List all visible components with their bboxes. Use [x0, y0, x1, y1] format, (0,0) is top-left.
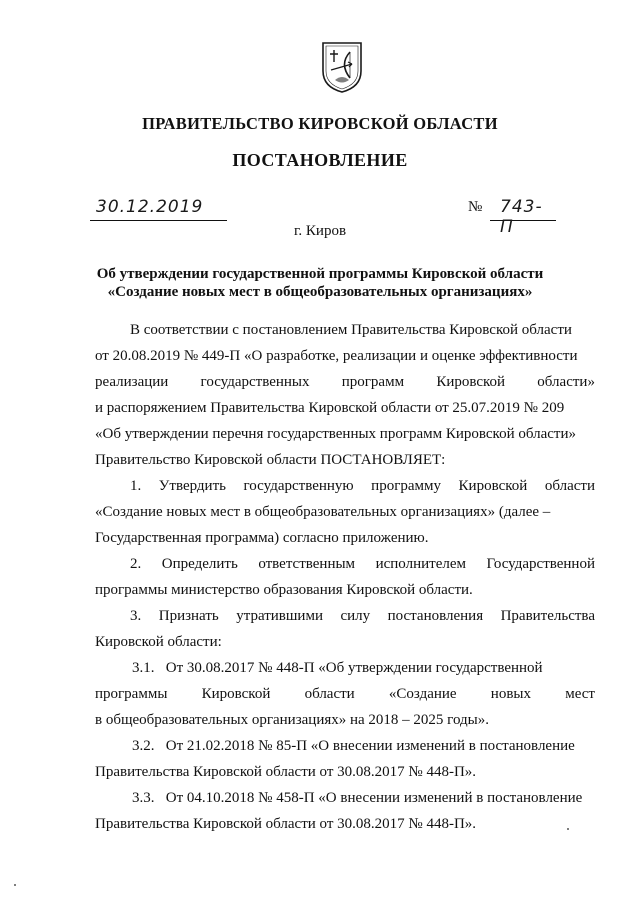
word: области»	[537, 374, 595, 390]
document-date: 30.12.2019	[96, 197, 204, 217]
preamble-line: и распоряжением Правительства Кировской области от 25.07.2019 № 209	[95, 400, 565, 416]
scan-speck	[14, 884, 16, 886]
word: 2.	[130, 556, 142, 572]
word: исполнителем	[375, 556, 466, 572]
word: программы	[95, 686, 168, 702]
item-3-1-line	[95, 686, 595, 703]
city-line: г. Киров	[293, 223, 347, 239]
preamble-line: от 20.08.2019 № 449-П «О разработке, реализации и оценке эффективности	[95, 348, 578, 364]
item-1-line: Государственная программа) согласно приложению.	[95, 530, 429, 546]
word: государственных	[200, 374, 310, 390]
word: ответственным	[258, 556, 356, 572]
document-number-label: №	[468, 199, 483, 215]
document-number-field	[490, 196, 556, 237]
word: «Создание	[388, 686, 457, 702]
document-number: 743-П	[500, 197, 543, 237]
word: реализации	[95, 374, 169, 390]
word: 3.	[130, 608, 142, 624]
word: области	[304, 686, 355, 702]
document-type: ПОСТАНОВЛЕНИЕ	[232, 150, 408, 170]
word: новых	[490, 686, 531, 702]
word: государственную	[243, 478, 354, 494]
item-3-1-line: в общеобразовательных организациях» на 2018 – 2025 годы».	[95, 712, 489, 728]
document-date-field	[90, 196, 227, 221]
item-3-line: Кировской области:	[95, 634, 222, 650]
word: программу	[371, 478, 441, 494]
preamble-line: В соответствии с постановлением Правительства Кировской области	[130, 322, 572, 338]
item-3-2-line: Правительства Кировской области от 30.08.2017 № 448-П».	[95, 764, 477, 780]
scan-speck	[567, 828, 569, 830]
item-1-line: «Создание новых мест в общеобразовательных организациях» (далее –	[95, 504, 551, 520]
item-3-2-line: 3.2. От 21.02.2018 № 85-П «О внесении изменений в постановление	[132, 738, 575, 754]
item-3-line	[130, 608, 595, 625]
word: Кировской	[201, 686, 271, 702]
word: постановления	[387, 608, 484, 624]
government-title: ПРАВИТЕЛЬСТВО КИРОВСКОЙ ОБЛАСТИ	[142, 114, 498, 133]
subject-line-1: Об утверждении государственной программы Кировской области	[96, 266, 544, 282]
word: Кировской	[458, 478, 528, 494]
word: программ	[341, 374, 405, 390]
word: Кировской	[436, 374, 506, 390]
word: утратившими	[236, 608, 323, 624]
word: Государственной	[486, 556, 595, 572]
word: Утвердить	[158, 478, 226, 494]
word: мест	[565, 686, 595, 702]
kirov-oblast-coat-of-arms-icon	[320, 40, 364, 94]
subject-line-2: «Создание новых мест в общеобразовательных организациях»	[107, 284, 533, 300]
preamble-line: Правительство Кировской области ПОСТАНОВЛЯЕТ:	[95, 452, 446, 468]
word: 1.	[130, 478, 142, 494]
item-3-3-line: 3.3. От 04.10.2018 № 458-П «О внесении изменений в постановление	[132, 790, 583, 806]
word: силу	[340, 608, 371, 624]
item-1-line	[130, 478, 595, 495]
item-3-3-line: Правительства Кировской области от 30.08.2017 № 448-П».	[95, 816, 477, 832]
word: Признать	[158, 608, 219, 624]
preamble-justified-line	[95, 374, 595, 391]
word: области	[544, 478, 595, 494]
word: Правительства	[500, 608, 595, 624]
item-3-1-line: 3.1. От 30.08.2017 № 448-П «Об утверждении государственной	[132, 660, 543, 676]
preamble-line: «Об утверждении перечня государственных программ Кировской области»	[95, 426, 577, 442]
item-2-line	[130, 556, 595, 573]
word: Определить	[161, 556, 238, 572]
item-2-line: программы министерство образования Кировской области.	[95, 582, 473, 598]
